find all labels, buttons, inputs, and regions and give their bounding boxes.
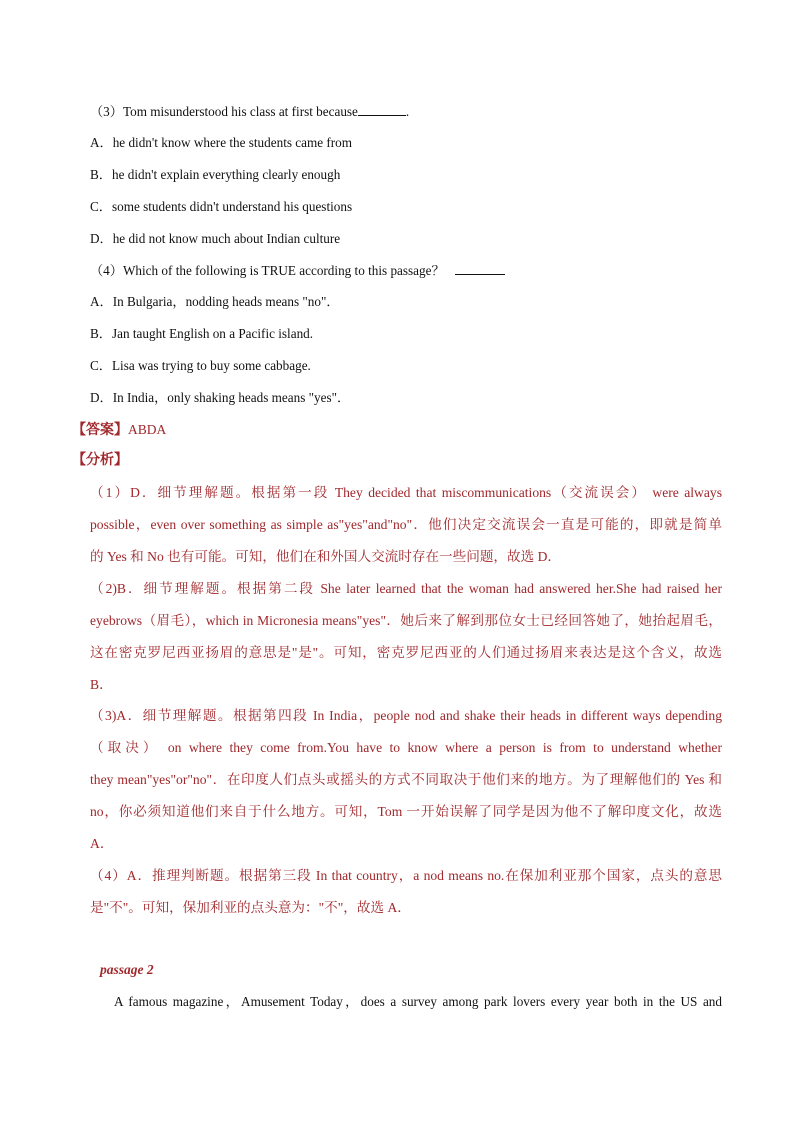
analysis-line: （1）D．细节理解题。根据第一段 They decided that miscommunications（交流误会） were always [90, 485, 722, 500]
answer-row [72, 421, 166, 440]
analysis-line: 是"不"。可知，保加利亚的点头意为："不"，故选 A． [90, 900, 411, 915]
analysis-line: （2)B．细节理解题。根据第二段 She later learned that the woman had answered her.She had raised her [90, 581, 722, 596]
question-3-option-d: D．he did not know much about Indian culture [90, 231, 341, 246]
question-3-option-b: B．he didn't explain everything clearly enough [90, 167, 341, 182]
analysis-line: （4）A．推理判断题。根据第三段 In that country，a nod means no.在保加利亚那个国家，点头的意思 [90, 868, 722, 883]
question-4-option-a: A．In Bulgaria，nodding heads means "no"． [90, 294, 340, 309]
question-4-text: （4）Which of the following is TRUE according to this passage？ [90, 263, 445, 278]
question-4-option-c: C．Lisa was trying to buy some cabbage. [90, 358, 311, 373]
analysis-line: 这在密克罗尼西亚扬眉的意思是"是"。可知，密克罗尼西亚的人们通过扬眉来表达是这个含义，故选 [90, 645, 722, 660]
analysis-line: eyebrows（眉毛），which in Micronesia means"yes"．她后来了解到那位女士已经回答她了，她抬起眉毛， [90, 613, 722, 628]
question-3-text: （3）Tom misunderstood his class at first because [90, 104, 358, 119]
answer-blank [455, 262, 505, 275]
passage-2-first-line: A famous magazine，Amusement Today，does a survey among park lovers every year both in the US and [114, 994, 722, 1009]
question-4-option-b: B．Jan taught English on a Pacific island. [90, 326, 314, 341]
analysis-line: B． [90, 677, 113, 692]
question-3-period: . [405, 104, 410, 119]
question-4-option-d: D．In India，only shaking heads means "yes"． [90, 390, 351, 405]
analysis-line: A． [90, 836, 114, 851]
question-4-stem [90, 262, 505, 280]
question-3-option-c: C．some students didn't understand his questions [90, 199, 353, 214]
question-3-stem [90, 103, 409, 121]
passage-2-title: passage 2 [100, 962, 154, 977]
analysis-line: they mean"yes"or"no"．在印度人们点头或摇头的方式不同取决于他们来的地方。为了理解他们的 Yes 和 [90, 772, 722, 787]
answer-blank [358, 103, 406, 116]
answer-value: ABDA [128, 422, 167, 437]
analysis-line: （取决） on where they come from.You have to know where a person is from to understand whether [90, 740, 722, 755]
answer-label: 【答案】 [72, 423, 128, 438]
analysis-line: 的 Yes 和 No 也有可能。可知，他们在和外国人交流时存在一些问题，故选 D． [90, 549, 562, 564]
question-3-option-a: A．he didn't know where the students came from [90, 135, 353, 150]
analysis-label: 【分析】 [72, 453, 128, 468]
analysis-line: no，你必须知道他们来自于什么地方。可知，Tom 一开始误解了同学是因为他不了解印度文化，故选 [90, 804, 722, 819]
analysis-line: possible，even over something as simple as"yes"and"no"．他们决定交流误会一直是可能的，即就是简单 [90, 517, 722, 532]
analysis-line: （3)A．细节理解题。根据第四段 In India，people nod and shake their heads in different ways depending [90, 708, 722, 723]
